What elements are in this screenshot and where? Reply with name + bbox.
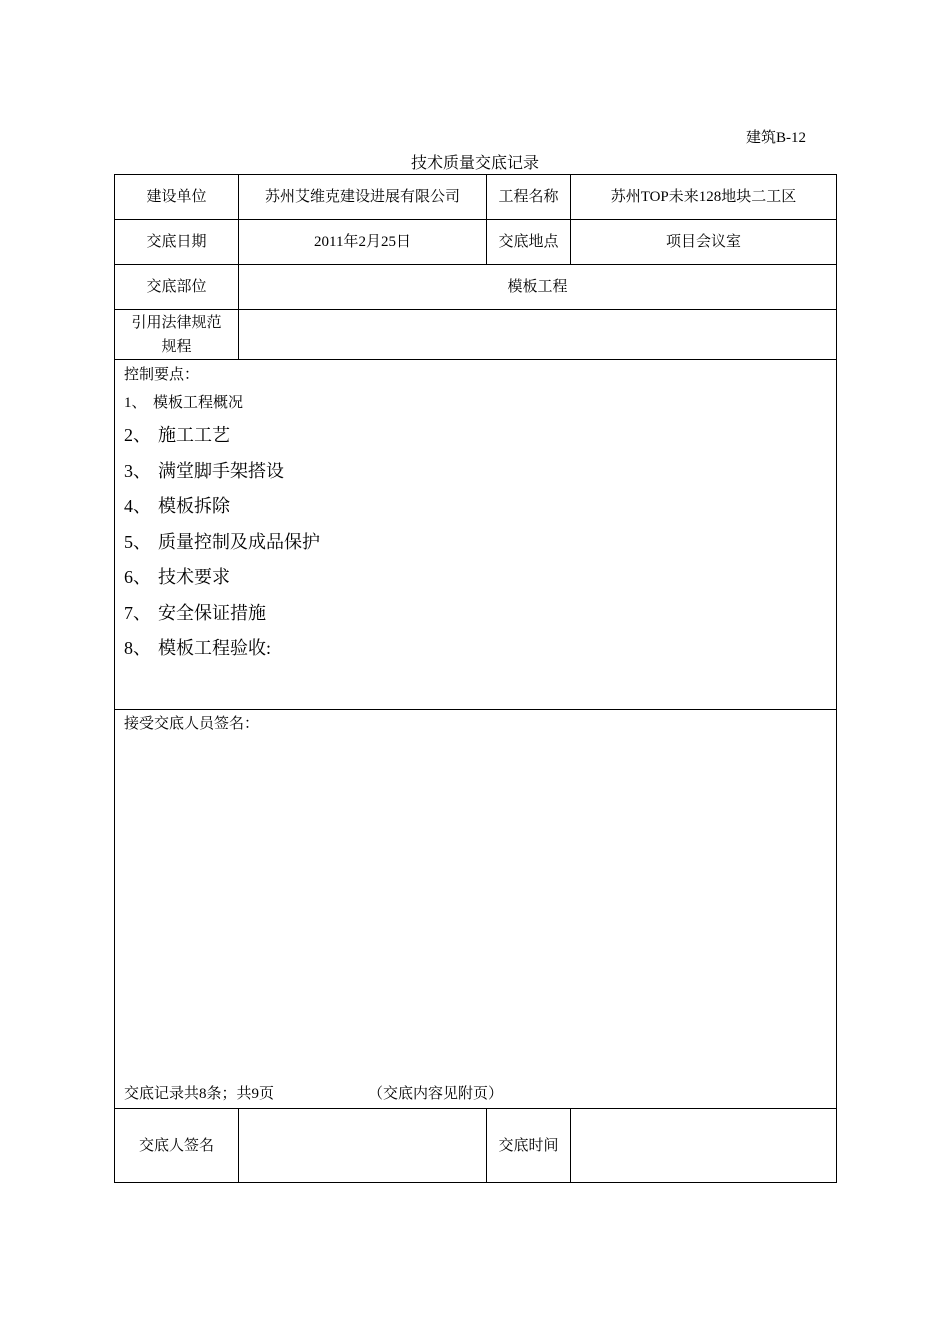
record-count: 交底记录共8条；共9页 xyxy=(124,1086,275,1102)
control-item-text: 模板工程验收: xyxy=(158,638,272,658)
control-item-number: 5、 xyxy=(124,531,151,552)
control-item-text: 施工工艺 xyxy=(158,425,230,445)
control-item xyxy=(124,525,828,561)
control-points-label: 控制要点： xyxy=(124,367,200,383)
law-value xyxy=(239,310,837,360)
control-item-text: 模板拆除 xyxy=(158,496,230,516)
control-item-number: 3、 xyxy=(124,460,151,481)
part-value: 模板工程 xyxy=(239,265,837,310)
control-item-number: 7、 xyxy=(124,602,151,623)
control-item xyxy=(124,388,828,418)
project-label: 工程名称 xyxy=(487,175,571,220)
attachment-note: （交底内容见附页） xyxy=(368,1086,504,1102)
control-points-list xyxy=(115,360,836,667)
control-item-text: 模板工程概况 xyxy=(153,395,244,411)
control-item xyxy=(124,418,828,454)
control-item xyxy=(124,631,828,667)
row-signer xyxy=(115,1109,837,1183)
control-item-text: 安全保证措施 xyxy=(158,602,266,623)
row-law xyxy=(115,310,837,360)
client-label: 建设单位 xyxy=(115,175,239,220)
row-client xyxy=(115,175,837,220)
client-value: 苏州艾维克建设进展有限公司 xyxy=(239,175,487,220)
row-signatures xyxy=(115,710,837,1109)
date-label: 交底日期 xyxy=(115,220,239,265)
record-footer xyxy=(124,1083,503,1105)
control-item-number: 4、 xyxy=(124,496,151,516)
control-item-text: 满堂脚手架搭设 xyxy=(158,460,284,481)
document-title: 技术质量交底记录 xyxy=(410,155,539,172)
control-item-text: 技术要求 xyxy=(158,567,230,587)
project-value: 苏州TOP未来128地块二工区 xyxy=(571,175,837,220)
signer-label: 交底人签名 xyxy=(115,1109,239,1183)
location-label: 交底地点 xyxy=(487,220,571,265)
row-part xyxy=(115,265,837,310)
control-item-text: 质量控制及成品保护 xyxy=(158,531,320,552)
receiver-signature-label: 接受交底人员签名： xyxy=(124,716,260,732)
disclosure-form-table xyxy=(114,174,837,1183)
time-value xyxy=(571,1109,837,1183)
time-label: 交底时间 xyxy=(487,1109,571,1183)
signer-value xyxy=(239,1109,487,1183)
control-item xyxy=(124,489,828,525)
control-item xyxy=(124,560,828,596)
control-item xyxy=(124,454,828,490)
row-control-points xyxy=(115,360,837,710)
law-label-line1: 引用法律规范 xyxy=(131,314,222,331)
signatures-cell xyxy=(115,710,837,1109)
location-value: 项目会议室 xyxy=(571,220,837,265)
law-label xyxy=(115,310,239,360)
control-points-cell xyxy=(115,360,837,710)
control-item xyxy=(124,596,828,632)
document-code: 建筑B-12 xyxy=(745,130,806,146)
control-item-number: 6、 xyxy=(124,567,151,587)
row-date xyxy=(115,220,837,265)
control-item-number: 1、 xyxy=(124,395,147,411)
date-value: 2011年2月25日 xyxy=(239,220,487,265)
control-item-number: 8、 xyxy=(124,638,151,658)
control-item-number: 2、 xyxy=(124,425,151,445)
part-label: 交底部位 xyxy=(115,265,239,310)
law-label-line2: 规程 xyxy=(161,338,192,355)
